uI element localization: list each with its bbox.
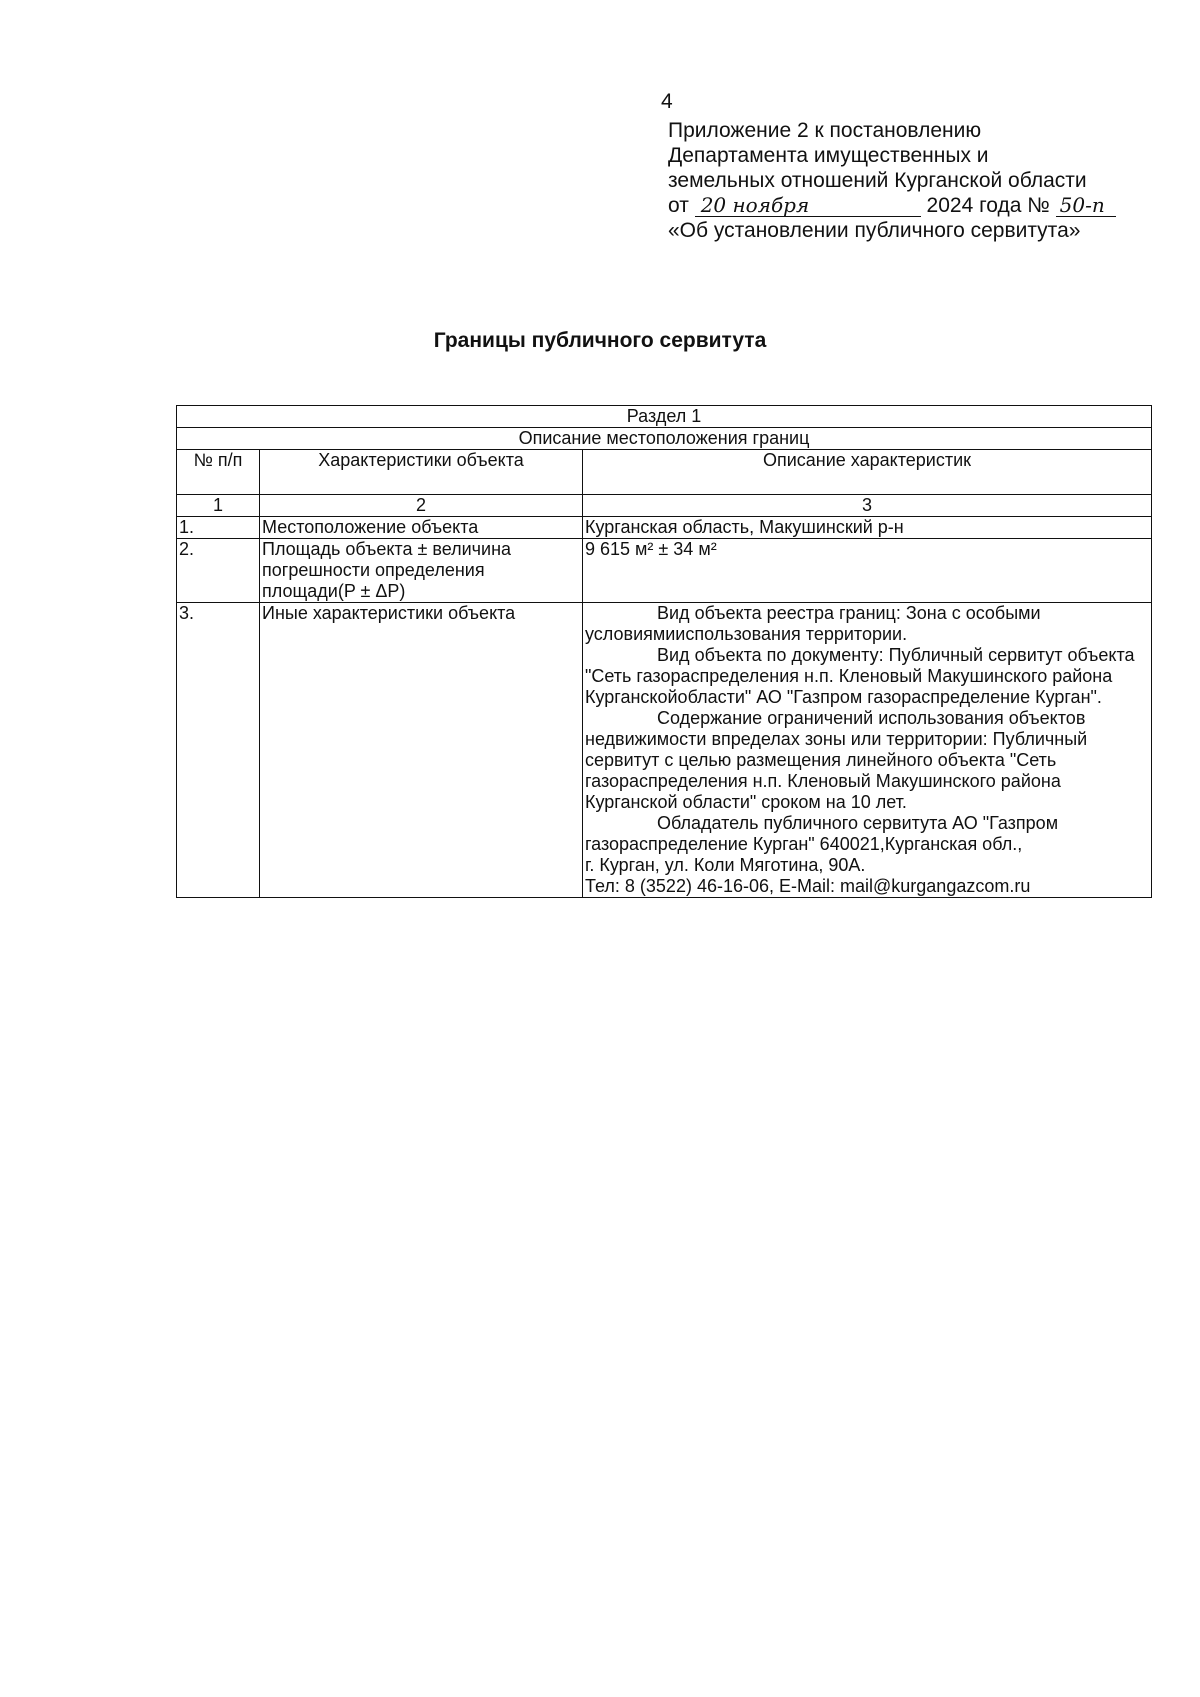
- header-description: Описание характеристик: [583, 450, 1152, 495]
- row-2-name: Площадь объекта ± величина погрешности определения площади(P ± ΔP): [260, 539, 583, 603]
- column-number-2: 2: [260, 495, 583, 517]
- appendix-line-3: земельных отношений Курганской области: [668, 169, 1087, 192]
- document-title: Границы публичного сервитута: [433, 329, 767, 352]
- section-title: Раздел 1: [177, 406, 1152, 428]
- row-3-num: 3.: [177, 603, 260, 898]
- row-1-value: Курганская область, Макушинский р-н: [583, 517, 1152, 539]
- boundaries-table: [176, 405, 1152, 898]
- table-subtitle: Описание местоположения границ: [177, 428, 1152, 450]
- column-number-1: 1: [177, 495, 260, 517]
- header-characteristics: Характеристики объекта: [260, 450, 583, 495]
- handwritten-date: 20 ноября: [695, 194, 921, 217]
- appendix-line-date: [668, 193, 1168, 218]
- address-line: г. Курган, ул. Коли Мяготина, 90А.: [585, 855, 866, 875]
- handwritten-number: 50-п: [1056, 194, 1116, 217]
- contact-line: Тел: 8 (3522) 46-16-06, E-Mail: mail@kurgangazcom.ru: [585, 876, 1031, 896]
- from-label: от: [668, 194, 689, 217]
- table-row: [177, 517, 1152, 539]
- row-3-name: Иные характеристики объекта: [260, 603, 583, 898]
- registry-type-paragraph: Вид объекта реестра границ: Зона с особыми условиямииспользования территории.: [585, 603, 1041, 644]
- document-type-paragraph: Вид объекта по документу: Публичный сервитут объекта "Сеть газораспределения н.п. Кленовый Макушинского района Курганскойобласти" АО "Газпром газораспределение Курган".: [585, 645, 1135, 707]
- row-1-num: 1.: [177, 517, 260, 539]
- row-2-value: 9 615 м² ± 34 м²: [583, 539, 1152, 603]
- row-1-name: Местоположение объекта: [260, 517, 583, 539]
- year-text: 2024 года №: [926, 194, 1050, 217]
- holder-paragraph: Обладатель публичного сервитута АО "Газпром газораспределение Курган" 640021,Курганская обл.,: [585, 813, 1059, 854]
- row-3-description: [583, 603, 1152, 898]
- appendix-line-5: «Об установлении публичного сервитута»: [668, 219, 1081, 242]
- appendix-line-2: Департамента имущественных и: [668, 144, 989, 167]
- table-row: [177, 603, 1152, 898]
- page-number: 4: [661, 90, 673, 113]
- row-2-num: 2.: [177, 539, 260, 603]
- header-num: № п/п: [177, 450, 260, 495]
- restrictions-paragraph: Содержание ограничений использования объектов недвижимости впределах зоны или территории: Публичный сервитут с целью размещения линейного объекта "Сеть газораспределения н.п. Кленовый Макушинского района Курганской области" сроком на 10 лет.: [585, 708, 1088, 812]
- appendix-line-1: Приложение 2 к постановлению: [668, 119, 982, 142]
- column-number-3: 3: [583, 495, 1152, 517]
- table-row: [177, 539, 1152, 603]
- appendix-header: [668, 118, 1168, 243]
